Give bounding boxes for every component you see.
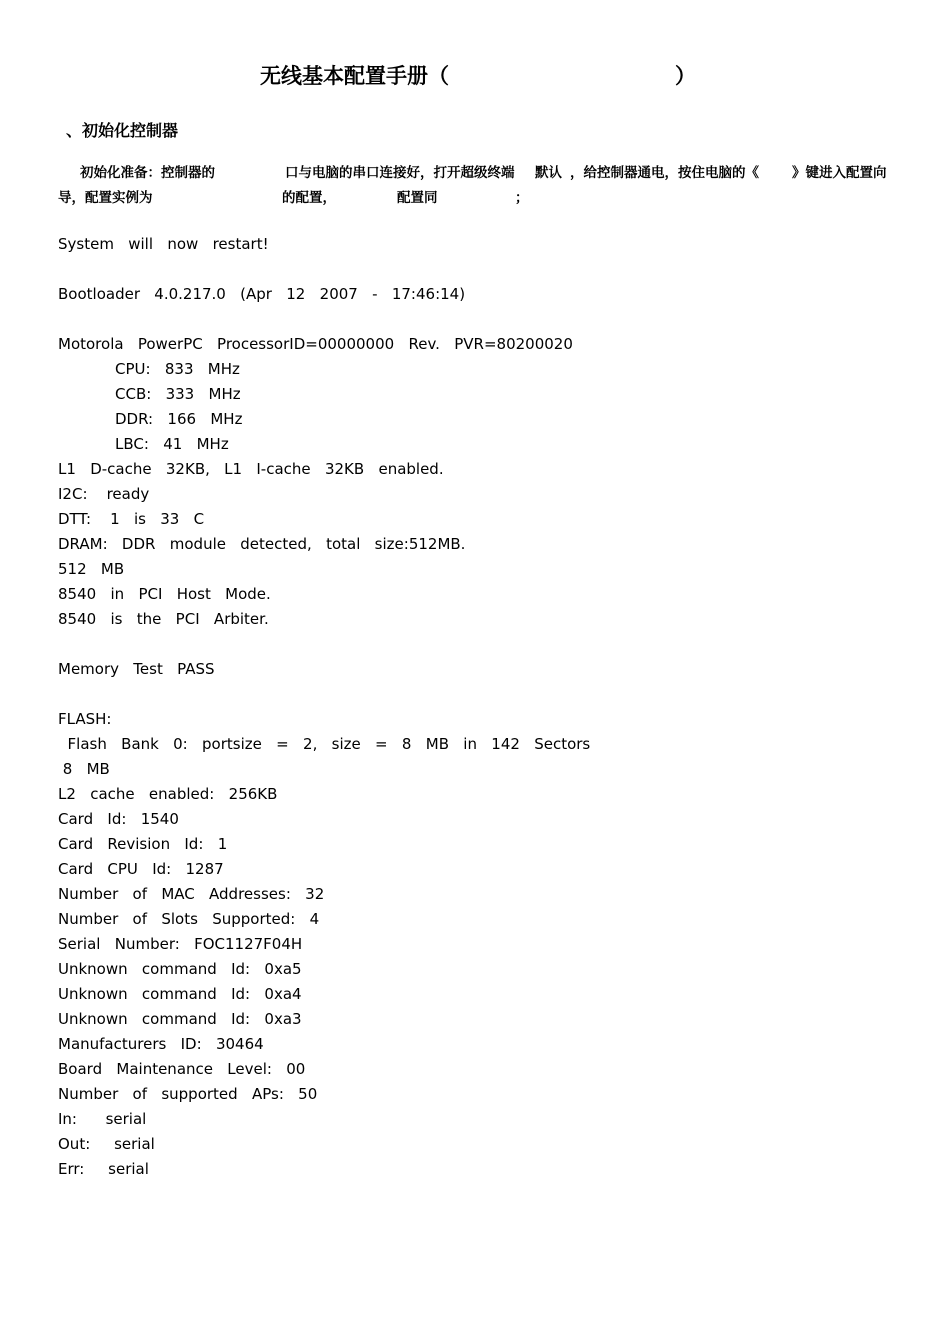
console-line: Serial Number: FOC1127F04H (58, 935, 303, 953)
intro-text-2c: 配置同 (397, 190, 438, 206)
console-line: LBC: 41 MHz (115, 435, 229, 453)
console-line: Card Id: 1540 (58, 810, 179, 828)
console-line: DRAM: DDR module detected, total size:512MB. (58, 535, 466, 553)
page-title: 无线基本配置手册（ (260, 64, 449, 88)
console-line: Number of Slots Supported: 4 (58, 910, 320, 928)
console-line: Bootloader 4.0.217.0 (Apr 12 2007 - 17:46:14) (58, 285, 466, 303)
console-line: Unknown command Id: 0xa3 (58, 1010, 302, 1028)
intro-text-2d: ； (515, 190, 529, 206)
console-line: FLASH: (58, 710, 112, 728)
console-line: Memory Test PASS (58, 660, 215, 678)
console-line: L2 cache enabled: 256KB (58, 785, 278, 803)
intro-text-1d: ，给控制器通电，按住电脑的《 (570, 165, 759, 181)
intro-text-2b: 的配置， (282, 190, 336, 206)
intro-text-2a: 导，配置实例为 (58, 190, 153, 206)
console-line: 512 MB (58, 560, 125, 578)
console-line: CCB: 333 MHz (115, 385, 241, 403)
intro-text-1b: 口与电脑的串口连接好，打开超级终端 (285, 165, 515, 181)
console-line: Number of supported APs: 50 (58, 1085, 318, 1103)
console-line: I2C: ready (58, 485, 150, 503)
console-line: DTT: 1 is 33 C (58, 510, 205, 528)
console-line: Number of MAC Addresses: 32 (58, 885, 325, 903)
console-line: Unknown command Id: 0xa5 (58, 960, 302, 978)
console-line: Err: serial (58, 1160, 149, 1178)
intro-text-1c: 默认 (535, 165, 562, 181)
console-line: In: serial (58, 1110, 147, 1128)
console-line: Card Revision Id: 1 (58, 835, 228, 853)
console-line: 8 MB (58, 760, 110, 778)
section-heading: 、初始化控制器 (66, 121, 179, 140)
console-line: 8540 is the PCI Arbiter. (58, 610, 269, 628)
console-line: Flash Bank 0: portsize = 2, size = 8 MB in 142 Sectors (58, 735, 591, 753)
console-line: System will now restart! (58, 235, 269, 253)
console-line: DDR: 166 MHz (115, 410, 243, 428)
console-line: CPU: 833 MHz (115, 360, 240, 378)
console-line: Motorola PowerPC ProcessorID=00000000 Rev. PVR=80200020 (58, 335, 573, 353)
console-line: Manufacturers ID: 30464 (58, 1035, 264, 1053)
page-title-close-paren: ） (675, 64, 696, 88)
console-line: Board Maintenance Level: 00 (58, 1060, 306, 1078)
console-line: Unknown command Id: 0xa4 (58, 985, 302, 1003)
console-line: Card CPU Id: 1287 (58, 860, 224, 878)
console-line: L1 D-cache 32KB, L1 I-cache 32KB enabled. (58, 460, 444, 478)
console-line: Out: serial (58, 1135, 155, 1153)
intro-text-1e: 》键进入配置向 (792, 165, 887, 181)
console-line: 8540 in PCI Host Mode. (58, 585, 271, 603)
intro-text-1a: 初始化准备：控制器的 (80, 165, 215, 181)
